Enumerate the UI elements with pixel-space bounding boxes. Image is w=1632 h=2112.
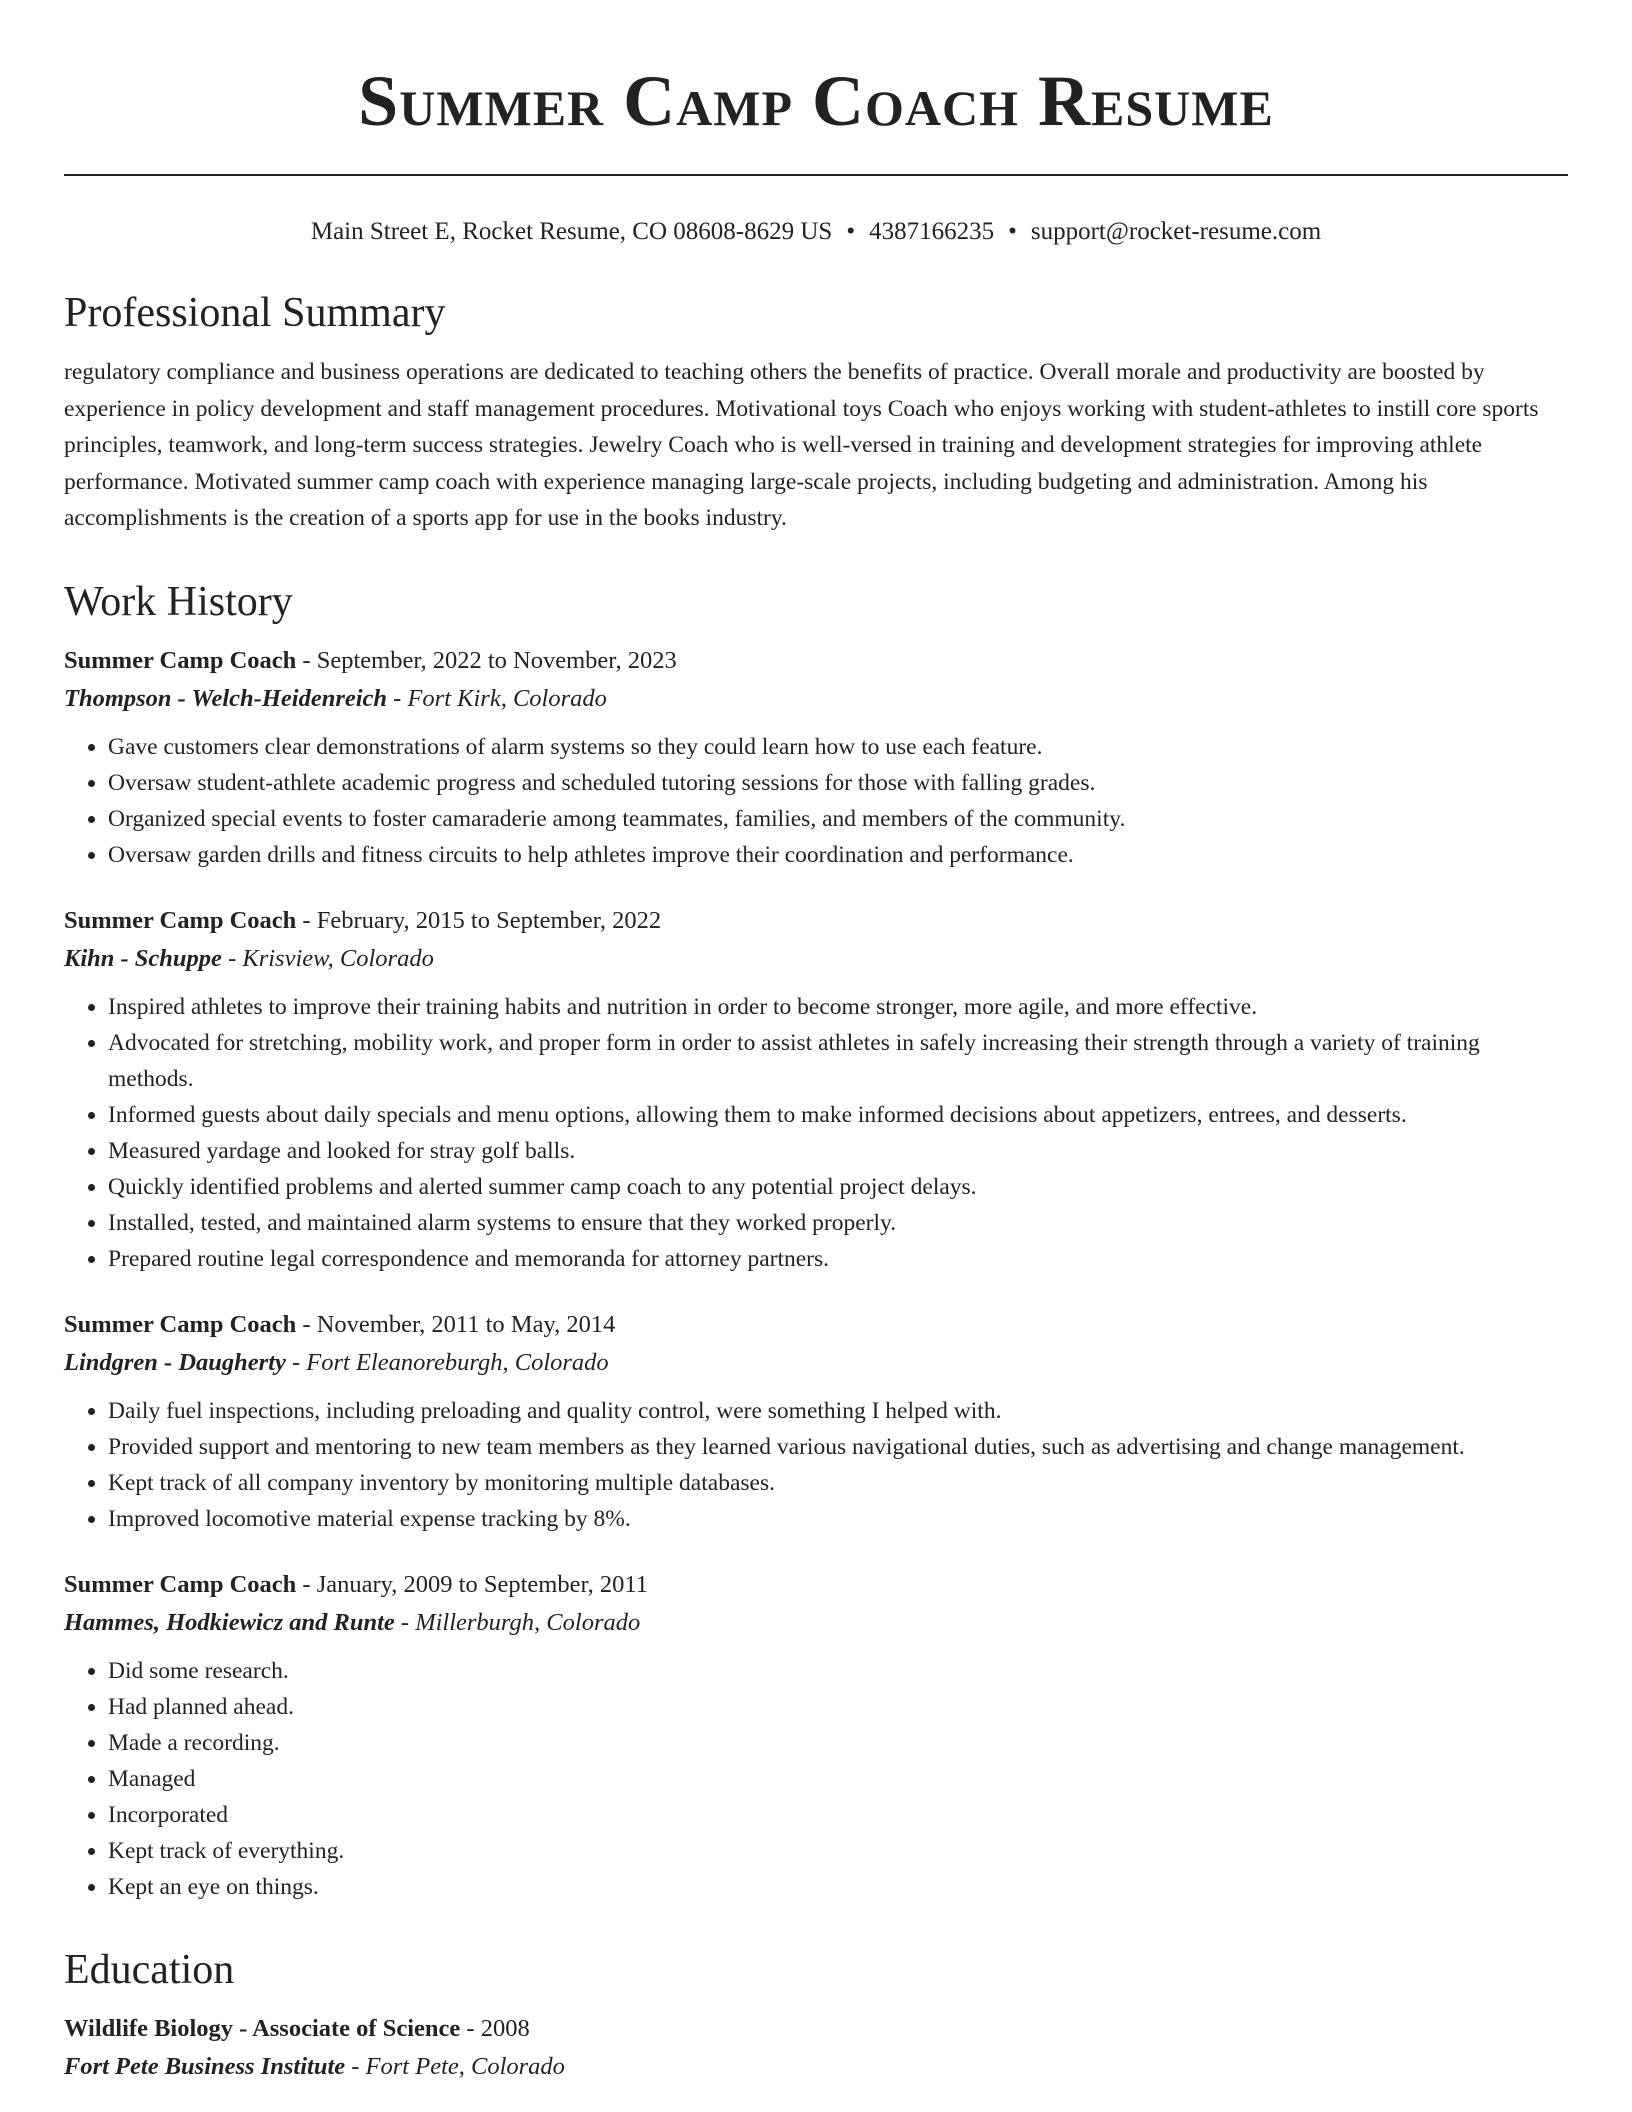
job-bullets (64, 1653, 1568, 1905)
education-entry (64, 2011, 1568, 2087)
job-bullet: • Oversaw student-athlete academic progress and scheduled tutoring sessions for those with falling grades. (108, 765, 1568, 801)
job-title: Summer Camp Coach (64, 1570, 297, 1598)
job-company: Thompson - Welch-Heidenreich (64, 684, 388, 712)
education-header (64, 2011, 1568, 2047)
summary-text: regulatory compliance and business operations are dedicated to teaching others the benefits of practice. Overall morale and productivity are boosted by experience in policy development and staff management procedures. Motivational toys Coach who enjoys working with student-athletes to instill core sports principles, teamwork, and long-term success strategies. Jewelry Coach who is well-versed in training and development strategies for improving athlete performance. Motivated summer camp coach with experience managing large-scale projects, including budgeting and administration. Among his accomplishments is the creation of a sports app for use in the books industry. (64, 359, 1539, 531)
job-bullet: • Managed (108, 1761, 1568, 1797)
job-bullet: • Kept an eye on things. (108, 1869, 1568, 1905)
job-bullet: • Kept track of everything. (108, 1833, 1568, 1869)
job-location: - Millerburgh, Colorado (394, 1608, 641, 1636)
job-bullet: • Daily fuel inspections, including preloading and quality control, were something I helped with. (108, 1393, 1568, 1429)
work-history-heading: Work History (64, 578, 293, 625)
job-employer (64, 939, 1568, 979)
job-bullet: • Advocated for stretching, mobility work, and proper form in order to assist athletes in safely increasing their strength through a variety of training methods. (108, 1025, 1568, 1097)
education-list (64, 2011, 1568, 2087)
page-title: Summer Camp Coach Resume (358, 61, 1274, 141)
education-school-line (64, 2047, 1568, 2087)
job-dates: - September, 2022 to November, 2023 (296, 646, 677, 674)
job-bullet: • Oversaw garden drills and fitness circuits to help athletes improve their coordination and performance. (108, 837, 1568, 873)
education-location: - Fort Pete, Colorado (345, 2052, 565, 2080)
job-title: Summer Camp Coach (64, 646, 297, 674)
work-history-list (64, 643, 1568, 1905)
job-bullet: • Improved locomotive material expense tracking by 8%. (108, 1501, 1568, 1537)
job-bullet: • Did some research. (108, 1653, 1568, 1689)
job-location: - Fort Eleanoreburgh, Colorado (285, 1348, 609, 1376)
education-degree: Wildlife Biology - Associate of Science (64, 2014, 461, 2042)
job-bullet: • Inspired athletes to improve their training habits and nutrition in order to become stronger, more agile, and more effective. (108, 989, 1568, 1025)
job-company: Hammes, Hodkiewicz and Runte (64, 1608, 395, 1636)
job-bullet: • Quickly identified problems and alerted summer camp coach to any potential project delays. (108, 1169, 1568, 1205)
job-company: Lindgren - Daugherty (64, 1348, 286, 1376)
job-bullet: • Provided support and mentoring to new team members as they learned various navigational duties, such as advertising and change management. (108, 1429, 1568, 1465)
contact-address: Main Street E, Rocket Resume, CO 08608-8629 US (310, 218, 833, 245)
job-bullet: • Informed guests about daily specials and menu options, allowing them to make informed decisions about appetizers, entrees, and desserts. (108, 1097, 1568, 1133)
job-employer (64, 1343, 1568, 1383)
job-entry (64, 903, 1568, 1277)
job-title: Summer Camp Coach (64, 906, 297, 934)
title-divider (64, 174, 1568, 180)
job-dates: - January, 2009 to September, 2011 (296, 1570, 648, 1598)
job-company: Kihn - Schuppe (64, 944, 222, 972)
job-dates: - February, 2015 to September, 2022 (296, 906, 662, 934)
job-header (64, 1307, 1568, 1343)
job-bullet: • Incorporated (108, 1797, 1568, 1833)
job-header (64, 1567, 1568, 1603)
job-bullet: • Made a recording. (108, 1725, 1568, 1761)
job-bullet: • Measured yardage and looked for stray golf balls. (108, 1133, 1568, 1169)
contact-line (64, 216, 1568, 248)
job-bullet: • Kept track of all company inventory by monitoring multiple databases. (108, 1465, 1568, 1501)
job-entry (64, 1567, 1568, 1905)
summary-heading: Professional Summary (64, 290, 446, 336)
job-location: - Krisview, Colorado (221, 944, 434, 972)
contact-email[interactable]: support@rocket-resume.com (1030, 218, 1322, 245)
job-entry (64, 643, 1568, 873)
contact-phone: 4387166235 (869, 218, 995, 245)
job-bullets (64, 989, 1568, 1277)
job-bullets (64, 729, 1568, 873)
education-heading: Education (64, 1946, 235, 1993)
education-year: - 2008 (460, 2014, 530, 2042)
job-header (64, 643, 1568, 679)
education-school: Fort Pete Business Institute (64, 2052, 346, 2080)
job-location: - Fort Kirk, Colorado (387, 684, 607, 712)
separator-dot: • (1008, 218, 1017, 245)
separator-dot: • (846, 218, 856, 245)
job-bullet: • Installed, tested, and maintained alarm systems to ensure that they worked properly. (108, 1205, 1568, 1241)
job-employer (64, 679, 1568, 719)
job-bullets (64, 1393, 1568, 1537)
job-dates: - November, 2011 to May, 2014 (296, 1310, 616, 1338)
job-employer (64, 1603, 1568, 1643)
job-bullet: • Had planned ahead. (108, 1689, 1568, 1725)
job-entry (64, 1307, 1568, 1537)
job-bullet: • Prepared routine legal correspondence and memoranda for attorney partners. (108, 1241, 1568, 1277)
job-title: Summer Camp Coach (64, 1310, 297, 1338)
job-bullet: • Organized special events to foster camaraderie among teammates, families, and members of the community. (108, 801, 1568, 837)
job-header (64, 903, 1568, 939)
job-bullet: • Gave customers clear demonstrations of alarm systems so they could learn how to use each feature. (108, 729, 1568, 765)
